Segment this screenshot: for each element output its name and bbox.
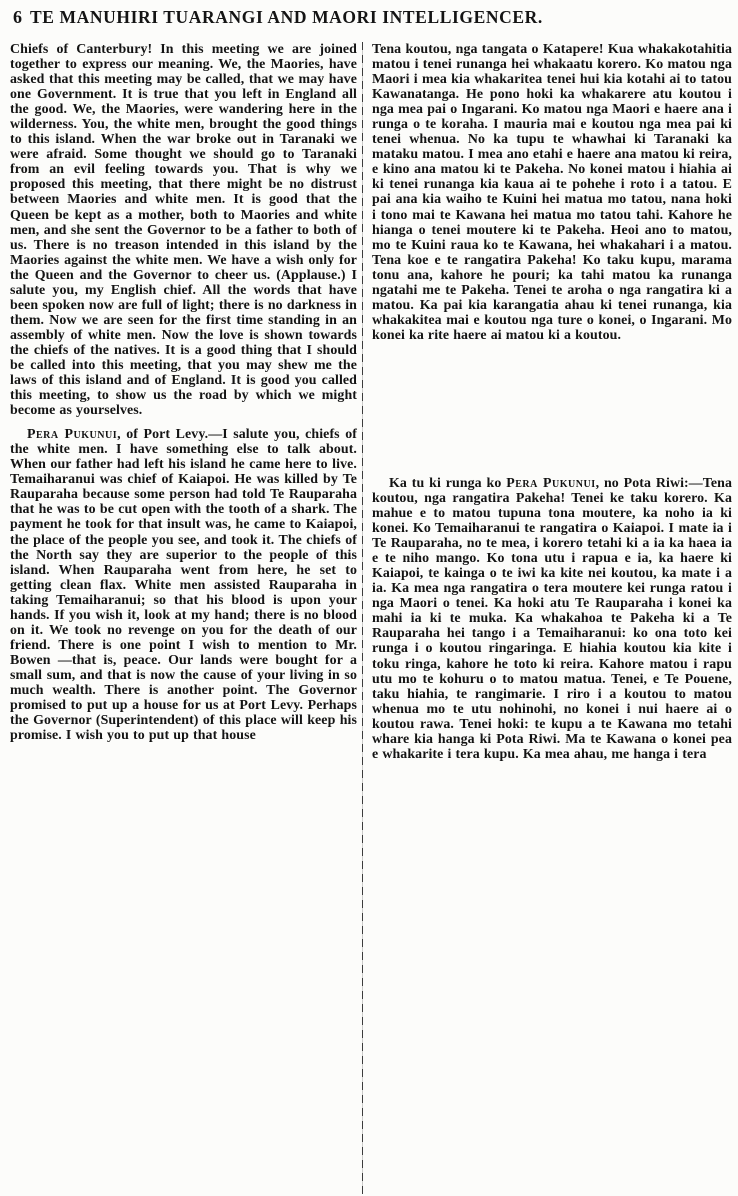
column-maori [363, 42, 732, 1194]
paragraph-english-1 [10, 42, 357, 418]
column-english [10, 42, 362, 1194]
paragraph-maori-2 [372, 476, 732, 762]
body-text: , no Pota Riwi:—Tena koutou, nga rangatira Pakeha! Tenei ke taku korero. Ka mahue e to matou tupuna tona moutere, ka noho ia ki konei. Ko Temaiharanui te rangatira o Kaiapoi. I mate ia i Te Rauparaha, no te mea, i korero tetahi ki a ia ka haea ia e te niho mango. Ko tona utu i rapua e ia, ka haere ki Kaiapoi, te kainga o te iwi ka kite nei koutou, ka mate i a ia. Ka mea nga rangatira o tera moutere kei runga ratou i nga Maori o tenei. Ka hoki atu Te Rauparaha i konei ka mahi ia ki te muka. Ka whakahoa te Pakeha ki a Te Rauparaha hei tango i a Temaiharanui: ko ona toto kei runga i o koutou ringaringa. E hiahia koutou kia kite i toku ringa, kahore he toto ki reira. Kahore matou i rapu utu mo te kohuru o to matou matua. Tenei, e Te Pouene, taku hiahia, te rangimarie. I riro i a koutou to matou whenua mo te utu nohinohi, no konei i nui haere ai o koutou rawa. Tenei hoki: te kupu a te Kawana mo tetahi whare kia hanga ki Pota Riwi. Ma te Kawana o konei pea e whakarite i tera kupu. Ka mea ahau, me hanga i tera [372, 475, 732, 762]
body-text: Chiefs of Canterbury! In this meeting we are joined together to express our meaning. We, the Maories, have asked that this meeting may be called, that we may have one Government. It is true that you left in England all the good. We, the Maories, were wandering here in the wilderness. You, the white men, brought the good things to this island. When the war broke out in Taranaki we were afraid. Some thought we should go to Taranaki from an evil feeling towards you. That is why we proposed this meeting, that there might be no distrust between Maories and white men. It is good that the Queen be kept as a mother, both to Maories and white men, and she sent the Governor to be a father to both of us. There is no treason intended in this island by the Maories against the white men. We have a wish only for the Queen and the Governor to cheer us. (Applause.) I salute you, my English chief. All the words that have been spoken now are full of light; there is no darkness in them. Now we are seen for the first time standing in an assembly of white men. Now the love is shown towards the chiefs of the natives. It is a good thing that I should be called into this meeting, that you may shew me the laws of this island and of England. It is good you called this meeting, to show us the road by which we might become as yourselves. [10, 42, 357, 419]
body-text: Ka tu ki runga ko [389, 475, 507, 491]
column-container [10, 42, 732, 1194]
body-text: , of Port Levy.—I salute you, chiefs of the white men. I have something else to talk about. When our father had left his island he came here to live. Temaiharanui was chief of Kaiapoi. He was killed by Te Rauparaha because some person had told Te Rauparaha that he was to be cut open with the tooth of a shark. The payment he took for that insult was, he came to Kaiapoi, the place of the people you see, and took it. The chiefs of the North say they are superior to the people of this island. When Rauparaha went from here, he set to getting clean flax. White men assisted Rauparaha in taking Temaiharanui; so that his blood is upon your hands. If you wish it, look at my hand; there is no blood on it. We took no revenge on you for the death of our friend. There is one point I wish to mention to Mr. Bowen —that is, peace. Our lands were bought for a small sum, and that is now the cause of your living in so much wealth. There is another point. The Governor promised to put up a house for us at Port Levy. Perhaps the Governor (Superintendent) of this place will keep his promise. I wish you to put up that house [10, 427, 357, 744]
body-text: Tena koutou, nga tangata o Katapere! Kua whakakotahitia matou i tenei runanga hei whakaatu korero. Ko matou nga Maori i mea kia whakaritea tenei hui kia kotahi ai to tatou Kawanatanga. He pono hoki ka whakarere atu koutou i nga mea pai o Ingarani. Ko matou nga Maori e haere ana i runga o te koraha. I mauria mai e koutou nga mea pai ki tenei whenua. No ka tupu te whawhai ki Taranaki ka mataku matou. I mea ano etahi e haere ana matou ki reira, e kino ana matou ki te Pakeha. No konei matou i hiahia ai ki tenei runanga kia kaua ai te pohehe i roto i a tatou. E pai ana kia waiho te Kuini hei matua mo tatou, nana hoki i tono mai te Kawana hei matua mo tatou tahi. Kahore he hianga o tenei moutere ki te Pakeha. Heoi ano to matou, mo te Kuini raua ko te Kawana, hei whakahari i a matou. Tena koe e te rangatira Pakeha! Ko taku kupu, marama tonu ana, kahore he pouri; ka tahi matou ka runanga ngatahi me te Pakeha. Tenei te aroha o nga rangatira ki a matou. Ka pai kia karangatia ahau ki tenei runanga, kia whakakitea mai e koutou nga ture o konei, o Ingarani. Mo konei ka rite haere ai matou ki a koutou. [372, 42, 732, 343]
speaker-name: Pera Pukunui [506, 475, 596, 491]
masthead-title: TE MANUHIRI TUARANGI AND MAORI INTELLIGENCER. [30, 7, 543, 27]
page-number: 6 [13, 7, 22, 27]
paragraph-maori-1 [372, 42, 732, 343]
speaker-name: Pera Pukunui [27, 427, 118, 443]
page-header [0, 4, 738, 38]
paragraph-english-2 [10, 427, 357, 743]
